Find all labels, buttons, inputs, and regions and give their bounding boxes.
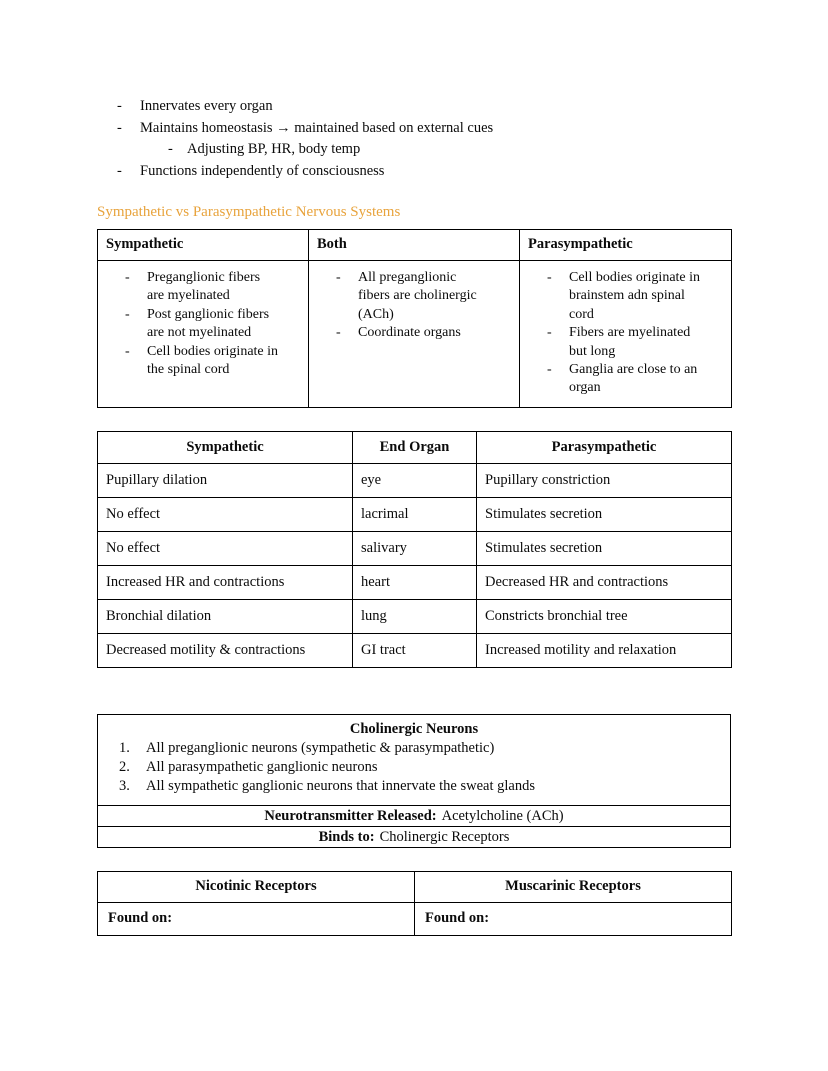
numbered-item xyxy=(106,758,722,777)
bullet-text: Cell bodies originate in the spinal cord xyxy=(147,343,279,378)
bullet-text: Innervates every organ xyxy=(140,98,273,114)
intro-bullet-list xyxy=(97,96,731,182)
numbered-item xyxy=(106,777,722,796)
table-body-row xyxy=(98,261,732,408)
field-label: Binds to: xyxy=(318,828,375,845)
column-header-end-organ: End Organ xyxy=(353,431,477,463)
cholinergic-list-cell xyxy=(98,714,731,805)
bullet-text: Functions independently of consciousness xyxy=(140,162,385,179)
table-row xyxy=(98,531,732,565)
numbered-item-text: All preganglionic neurons (sympathetic & parasympathetic) xyxy=(146,739,495,756)
list-item xyxy=(98,306,308,343)
list-item xyxy=(309,269,519,324)
table-row xyxy=(98,826,731,847)
list-item xyxy=(97,118,731,140)
bullet-text: Coordinate organs xyxy=(358,325,461,341)
comparison-table xyxy=(97,229,732,408)
binds-to-cell xyxy=(98,826,731,847)
table-row xyxy=(98,714,731,805)
list-item xyxy=(520,361,731,398)
bullet-dash: - xyxy=(547,270,552,285)
table-cell: eye xyxy=(353,463,477,497)
found-on-cell: Found on: xyxy=(415,902,732,935)
bullet-text: Cell bodies originate in brainstem adn spinal cord xyxy=(569,270,701,322)
list-item xyxy=(97,96,731,118)
table-row xyxy=(98,497,732,531)
bullet-text: Preganglionic fibers are myelinated xyxy=(147,270,261,304)
numbered-item-text: All parasympathetic ganglionic neurons xyxy=(146,759,378,776)
column-header-nicotinic: Nicotinic Receptors xyxy=(98,871,415,902)
box-title: Cholinergic Neurons xyxy=(349,720,479,737)
column-header-parasympathetic: Parasympathetic xyxy=(477,431,732,463)
table-cell: No effect xyxy=(98,497,353,531)
sympathetic-cell xyxy=(98,261,309,408)
table-cell: Decreased HR and contractions xyxy=(477,565,732,599)
bullet-text: Ganglia are close to an organ xyxy=(569,362,698,396)
table-cell: Bronchial dilation xyxy=(98,599,353,633)
bullet-dash: - xyxy=(336,270,341,285)
column-header-both: Both xyxy=(309,230,520,261)
bullet-dash: - xyxy=(125,306,130,322)
field-value: Cholinergic Receptors xyxy=(379,828,510,845)
table-cell: Constricts bronchial tree xyxy=(477,599,732,633)
table-cell: heart xyxy=(353,565,477,599)
bullet-dash: - xyxy=(117,119,122,136)
field-value: Acetylcholine (ACh) xyxy=(441,807,564,824)
table-cell: salivary xyxy=(353,531,477,565)
bullet-text: Maintains homeostasis → maintained based on external cues xyxy=(140,119,494,136)
list-item xyxy=(98,343,308,380)
list-item xyxy=(309,324,519,342)
receptors-table xyxy=(97,871,732,936)
table-cell: lacrimal xyxy=(353,497,477,531)
table-row xyxy=(98,463,732,497)
table-cell: GI tract xyxy=(353,633,477,667)
list-item xyxy=(97,161,731,183)
column-header-sympathetic: Sympathetic xyxy=(98,431,353,463)
end-organ-table xyxy=(97,431,732,668)
table-cell: Increased motility and relaxation xyxy=(477,633,732,667)
bullet-dash: - xyxy=(125,343,130,359)
list-number: 2. xyxy=(119,759,130,776)
table-cell: Stimulates secretion xyxy=(477,497,732,531)
bullet-dash: - xyxy=(125,270,130,285)
list-number: 1. xyxy=(119,739,130,756)
table-cell: Stimulates secretion xyxy=(477,531,732,565)
field-label: Neurotransmitter Released: xyxy=(264,807,437,824)
cholinergic-neurons-box xyxy=(97,714,731,848)
table-cell: lung xyxy=(353,599,477,633)
table-cell: Pupillary constriction xyxy=(477,463,732,497)
bullet-text: All preganglionic fibers are cholinergic (ACh) xyxy=(358,270,477,322)
parasympathetic-cell xyxy=(520,261,732,408)
neurotransmitter-cell xyxy=(98,805,731,826)
numbered-item-text: All sympathetic ganglionic neurons that innervate the sweat glands xyxy=(146,778,535,795)
column-header-sympathetic: Sympathetic xyxy=(98,230,309,261)
bullet-text: Post ganglionic fibers are not myelinated xyxy=(147,306,270,341)
table-header-row xyxy=(98,871,732,902)
table-cell: Pupillary dilation xyxy=(98,463,353,497)
both-cell xyxy=(309,261,520,408)
section-heading: Sympathetic vs Parasympathetic Nervous Systems xyxy=(97,204,401,220)
table-cell: Decreased motility & contractions xyxy=(98,633,353,667)
list-item xyxy=(98,269,308,306)
bullet-dash: - xyxy=(168,141,173,157)
bullet-dash: - xyxy=(336,325,341,341)
table-cell: Increased HR and contractions xyxy=(98,565,353,599)
bullet-dash: - xyxy=(547,325,552,341)
numbered-item xyxy=(106,739,722,758)
column-header-muscarinic: Muscarinic Receptors xyxy=(415,871,732,902)
bullet-text: Fibers are myelinated but long xyxy=(569,325,691,359)
list-item xyxy=(520,269,731,324)
table-row xyxy=(98,633,732,667)
list-item xyxy=(520,324,731,361)
bullet-text: Adjusting BP, HR, body temp xyxy=(187,141,361,157)
list-number: 3. xyxy=(119,778,130,795)
bullet-dash: - xyxy=(117,98,122,114)
found-on-cell: Found on: xyxy=(98,902,415,935)
table-row xyxy=(98,902,732,935)
column-header-parasympathetic: Parasympathetic xyxy=(520,230,732,261)
table-header-row xyxy=(98,230,732,261)
bullet-dash: - xyxy=(547,362,552,378)
table-row xyxy=(98,599,732,633)
table-row xyxy=(98,565,732,599)
table-header-row xyxy=(98,431,732,463)
bullet-dash: - xyxy=(117,162,122,179)
list-item xyxy=(97,139,731,161)
table-cell: No effect xyxy=(98,531,353,565)
table-row xyxy=(98,805,731,826)
